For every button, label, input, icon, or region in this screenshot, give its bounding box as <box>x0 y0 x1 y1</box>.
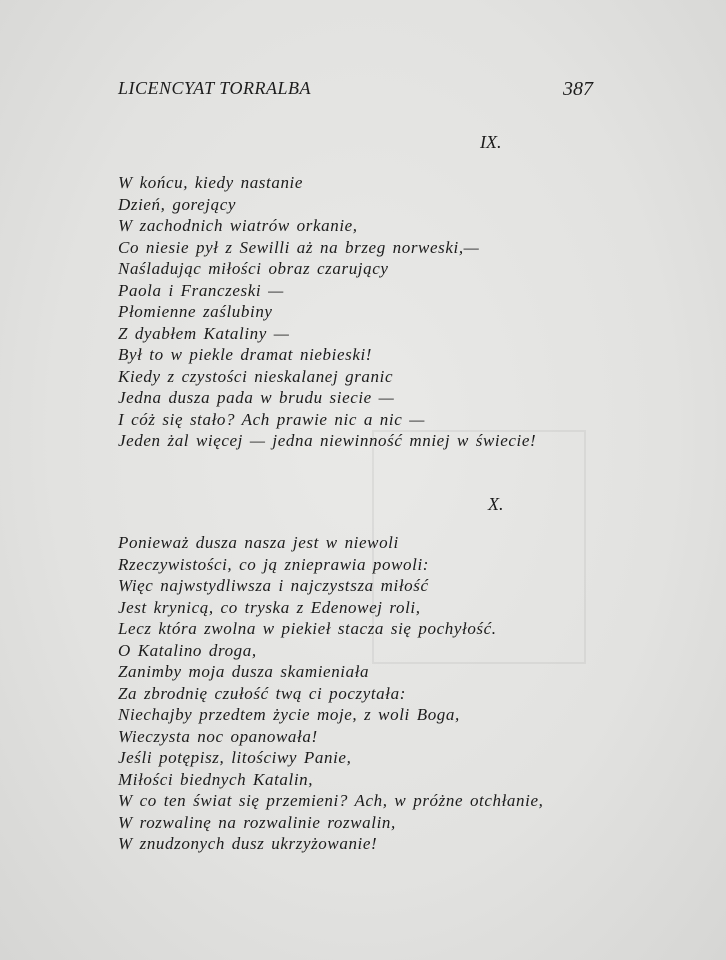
running-title: LICENCYAT TORRALBA <box>118 78 311 98</box>
verse-line: I cóż się stało? Ach prawie nic a nic — <box>118 409 425 429</box>
verse-line: Jest krynicą, co tryska z Edenowej roli, <box>118 597 421 617</box>
section-number-ix: IX. <box>480 132 502 152</box>
verse-line: W zachodnich wiatrów orkanie, <box>118 216 358 235</box>
verse-line: Z dyabłem Kataliny — <box>118 323 290 343</box>
verse-line: Co niesie pył z Sewilli aż na brzeg norweski,— <box>118 237 480 257</box>
verse-line: Jedna dusza pada w brudu siecie — <box>118 388 395 407</box>
verse-line: Był to w piekle dramat niebieski! <box>118 345 373 364</box>
page-number: 387 <box>563 78 593 100</box>
verse-line: Wieczysta noc opanowała! <box>118 726 318 746</box>
verse-line: Rzeczywistości, co ją znieprawia powoli: <box>118 554 430 574</box>
verse-line: Ponieważ dusza nasza jest w niewoli <box>118 533 399 552</box>
verse-line: Niechajby przedtem życie moje, z woli Boga, <box>118 705 460 724</box>
verse-line: W co ten świat się przemieni? Ach, w próżne otchłanie, <box>118 791 544 810</box>
verse-line: W końcu, kiedy nastanie <box>118 173 304 192</box>
verse-line: Zanimby moja dusza skamieniała <box>118 662 370 681</box>
section-number-x: X. <box>488 494 504 514</box>
verse-line: Dzień, gorejący <box>118 194 237 214</box>
verse-line: Paola i Franczeski — <box>118 280 284 300</box>
verse-line: W rozwalinę na rozwalinie rozwalin, <box>118 812 396 832</box>
verse-line: Więc najwstydliwsza i najczystsza miłość <box>118 576 429 595</box>
verse-line: W znudzonych dusz ukrzyżowanie! <box>118 834 378 853</box>
verse-line: Za zbrodnię czułość twą ci poczytała: <box>118 683 406 703</box>
verse-line: Miłości biednych Katalin, <box>118 769 314 789</box>
verse-line: Lecz która zwolna w piekieł stacza się pochyłość. <box>118 619 497 638</box>
verse-line: Płomienne zaślubiny <box>118 302 273 321</box>
verse-line: Jeden żal więcej — jedna niewinność mniej w świecie! <box>118 431 537 450</box>
verse-line: O Katalino droga, <box>118 640 257 660</box>
verse-line: Jeśli potępisz, litościwy Panie, <box>118 748 352 767</box>
verse-line: Kiedy z czystości nieskalanej granic <box>118 366 394 386</box>
verse-line: Naśladując miłości obraz czarujący <box>118 259 389 278</box>
stanza-x <box>118 532 543 855</box>
stanza-ix <box>118 172 536 452</box>
